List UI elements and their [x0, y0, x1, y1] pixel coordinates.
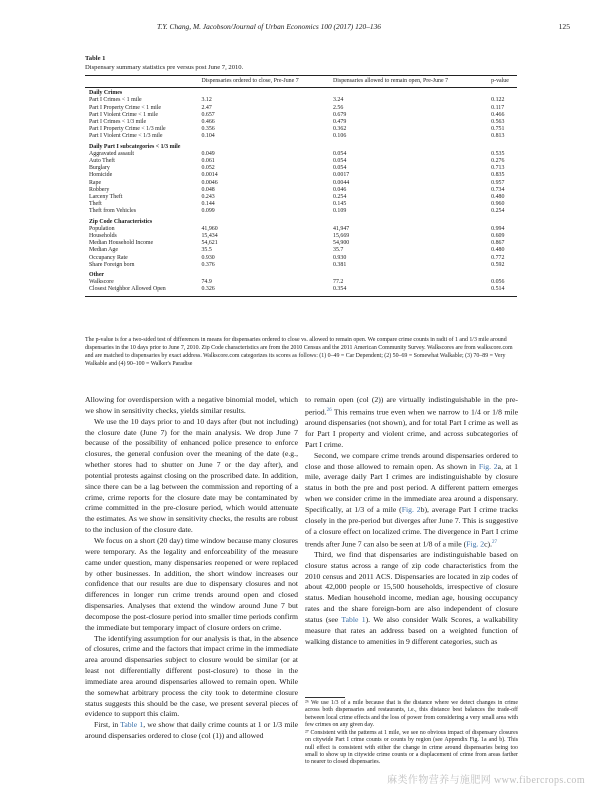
table-cell: 0.592 — [491, 261, 505, 268]
table-cell: 0.376 — [201, 261, 215, 268]
table-cell: 0.535 — [491, 150, 505, 157]
table-cell: 0.734 — [491, 186, 505, 193]
table-cell: 0.054 — [333, 158, 347, 165]
table-cell: 0.362 — [333, 126, 347, 133]
table-row — [85, 286, 517, 296]
table-row — [85, 233, 517, 240]
table-row — [85, 187, 517, 194]
table-cell: 0.054 — [333, 165, 347, 172]
section-heading: Zip Code Characteristics — [89, 218, 153, 225]
table-cell: 0.254 — [333, 194, 347, 201]
table-cell: 0.930 — [201, 254, 215, 261]
table-cell: 0.052 — [201, 165, 215, 172]
table-cell: 0.381 — [333, 261, 347, 268]
page-number: 125 — [558, 22, 570, 31]
table-cell: 0.480 — [491, 194, 505, 201]
row-label: Part I Property Crime < 1 mile — [89, 104, 162, 111]
table-cell: 0.994 — [491, 225, 505, 232]
row-label: Rape — [89, 179, 102, 186]
paragraph: Allowing for overdispersion with a negative binomial model, which we show in sensitivity checks, yields similar results. — [85, 395, 298, 415]
paragraph — [305, 550, 518, 648]
row-label: Part I Property Crime < 1/3 mile — [89, 126, 166, 133]
row-label: Occupancy Rate — [89, 254, 128, 261]
section-heading: Daily Part I subcategories < 1/3 mile — [89, 143, 181, 150]
table-cell: 0.117 — [491, 104, 505, 111]
table-cell: 0.0014 — [201, 172, 218, 179]
table-header-cell: Dispensaries ordered to close, Pre-June 7 — [201, 78, 299, 84]
text-run: First, in — [94, 720, 121, 730]
table-cell: 0.563 — [491, 119, 505, 126]
table-citation-link[interactable]: Table 1 — [120, 720, 144, 730]
table-cell: 0.048 — [201, 186, 215, 193]
table-cell: 0.243 — [201, 194, 215, 201]
table-cell: 0.276 — [491, 158, 505, 165]
table-cell: 74.9 — [201, 279, 212, 286]
table-section-header — [85, 88, 517, 98]
table-cell: 3.12 — [201, 97, 212, 104]
row-label: Burglary — [89, 165, 110, 172]
table-cell: 0.254 — [491, 208, 505, 215]
table-row — [85, 226, 517, 233]
footnote: ²⁷ Consistent with the patterns at 1 mile, we see no obvious impact of dispensary closures on citywide Part I crime counts or counts by region (see Appendix Fig. 1a and b). This null effect is consistent with either the change in crime around dispensaries being too small to show up in citywide crime counts or a displacement of crime from areas farther to nearer to closed dispensaries. — [305, 730, 518, 766]
table-row — [85, 172, 517, 179]
table-cell: 41,960 — [201, 225, 218, 232]
row-label: Closest Neighbor Allowed Open — [85, 286, 201, 296]
table-cell: 77.2 — [333, 279, 344, 286]
table-caption — [85, 55, 243, 72]
paragraph — [85, 720, 298, 742]
table-note: The p-value is for a two-sided test of differences in means for dispensaries ordered to close vs. allowed to remain open. We compare crime counts in radii of 1 and 1/3 mile around dispensaries in the 10 days prior to June 7, 2010. Zip Code characteristics are from the 2010 Census and the 2011 American Community Survey. Walkscores are from walkscore.com and are matched to dispensaries by exact address. Walkscore.com categorizes its scores as follows: (1) 0–49 = Car Dependent; (2) 50–69 = Somewhat Walkable; (3) 70–89 = Very Walkable and (4) 90–100 = Walker's Paradise — [85, 337, 513, 368]
table-row — [85, 165, 517, 172]
table-cell: 0.0017 — [333, 172, 350, 179]
table-row — [85, 279, 517, 286]
row-label: Households — [89, 233, 117, 240]
table-row — [85, 133, 517, 140]
text-run: This remains true even when we narrow to 1/4 or 1/8 mile around dispensaries (not shown), and for total Part I crime as well as for Part I property and violent crime, and across subcategories of Part I crime. — [305, 407, 518, 449]
text-run: b), average Part I crime tracks closely in the pre-period but diverges after June 7. This is suggestive of a closure effect on localized crime. The divergence in Part I crime trends after June 7 can also be seen at 1/8 of a mile ( — [305, 505, 518, 549]
table-cell: 0.099 — [201, 208, 215, 215]
text-run: ). We also consider Walk Scores, a walkability measure that rates an address based on a weighted function of walking distance to amenities in 9 different categories, such as — [305, 615, 518, 646]
table-body — [85, 88, 517, 296]
table-cell: 0.104 — [201, 133, 215, 140]
table-section-header — [85, 216, 517, 226]
table-cell: 0.0044 — [333, 179, 350, 186]
row-label: Population — [89, 225, 115, 232]
table-cell: 0.061 — [201, 158, 215, 165]
figure-citation-link[interactable]: Fig. 2 — [401, 505, 421, 514]
table-row — [85, 240, 517, 247]
table-header-cell: p-value — [491, 78, 509, 84]
table-row — [85, 255, 517, 262]
table-row — [85, 247, 517, 254]
running-header — [85, 22, 570, 34]
table-row — [85, 201, 517, 208]
table-cell: 0.144 — [201, 201, 215, 208]
row-label: Auto Theft — [89, 158, 115, 165]
footnote: ²⁶ We use 1/3 of a mile because that is the distance where we detect changes in crime across both dispensaries and restaurants, i.e., this distance best balances the trade-off between local crime effects and the loss of power from considering a very small area with few crimes on any given day. — [305, 700, 518, 728]
table-cell: 35.5 — [201, 247, 212, 254]
table-citation-link[interactable]: Table 1 — [341, 615, 366, 624]
table-cell: 0.354 — [333, 286, 491, 296]
table-row — [85, 112, 517, 119]
table-cell: 0.0046 — [201, 179, 218, 186]
table-cell: 2.56 — [333, 104, 344, 111]
table-cell: 0.657 — [201, 111, 215, 118]
table-cell: 3.24 — [333, 97, 344, 104]
running-title: T.Y. Chang, M. Jacobson/Journal of Urban Economics 100 (2017) 120–136 — [157, 22, 381, 31]
paragraph — [305, 451, 518, 550]
table-section-header — [85, 141, 517, 151]
row-label: Larceny Theft — [89, 194, 123, 201]
table-header-cell — [85, 76, 201, 88]
table-cell: 0.867 — [491, 240, 505, 247]
table-cell: 54,621 — [201, 240, 218, 247]
footnote-marker-link[interactable]: 26 — [326, 407, 332, 413]
paragraph — [305, 395, 518, 451]
text-run: Second, we compare crime trends around dispensaries ordered to close and those allowed to remain open. As shown in — [305, 450, 518, 471]
table-label: Table 1 — [85, 55, 106, 62]
table-cell: 0.679 — [333, 111, 347, 118]
row-label: Robbery — [89, 186, 110, 193]
table-cell: 0.835 — [491, 172, 505, 179]
table-cell: 0.479 — [333, 119, 347, 126]
footnote-marker-link[interactable]: 27 — [492, 539, 498, 545]
table-cell: 0.957 — [491, 179, 505, 186]
table-row — [85, 194, 517, 201]
text-run: a, at 1 mile, average daily Part I crimes are indistinguishable by closure status in both the pre and post period. A different pattern emerges when we consider crime in the immediate area around a dispensary. Specifically, at 1/3 of a mile ( — [305, 461, 518, 514]
table-header-cell: Dispensaries allowed to remain open, Pre-June 7 — [333, 78, 449, 84]
table-row — [85, 105, 517, 112]
table-section-header — [85, 269, 517, 279]
table-cell: 54,900 — [333, 240, 350, 247]
table-cell: 2.47 — [201, 104, 212, 111]
watermark-text: 麻类作物营养与施肥网 www.fibercrops.com — [387, 775, 585, 786]
left-column — [85, 395, 298, 742]
table-cell: 0.054 — [333, 150, 347, 157]
table-cell: 0.122 — [491, 97, 505, 104]
section-heading: Daily Crimes — [89, 90, 123, 97]
row-label: Walkscore — [89, 279, 114, 286]
row-label: Theft from Vehicles — [89, 208, 137, 215]
footnote-divider — [305, 697, 345, 698]
table-cell: 0.772 — [491, 254, 505, 261]
figure-citation-link[interactable]: Fig. 2 — [478, 461, 498, 471]
table-cell: 0.046 — [333, 186, 347, 193]
table-row — [85, 158, 517, 165]
text-run: c). — [484, 539, 493, 549]
table-cell: 0.751 — [491, 126, 505, 133]
table-cell: 0.145 — [333, 201, 347, 208]
row-label: Part I Crimes < 1/3 mile — [89, 119, 147, 126]
paragraph: We focus on a short (20 day) time window because many closures were temporary. As the legality and enforceability of the measure came under question, many dispensaries reopened or were replaced by other businesses. In addition, the short window increases our confidence that our results are due to dispensary closures and not differences in longer run crime trends around open and closed dispensaries. Analyses that extend the window around June 7 but decompose the post-closure period into smaller time periods confirm the immediate but temporary impact of closure orders on crime. — [85, 535, 298, 632]
summary-table — [85, 75, 517, 297]
paragraph: We use the 10 days prior to and 10 days after (but not including) the closure date (June 7) for the main analysis. We drop June 7 because of the possibility of enhanced police presence to enforce closures, the general confusion over the meaning of the date (e.g., whether stores had to shutter on June 7 or the day after), and potential protests against closing on the proscribed date. In addition, since there can be a lag between the commission and reporting of a crime, crime reports for the closure date may be contaminated by crime committed in the pre-closure period, which would attenuate the estimates. As we show in sensitivity checks, the results are robust to the inclusion of the closure date. — [85, 416, 298, 535]
table-row — [85, 151, 517, 158]
table-row — [85, 97, 517, 104]
row-label: Median Household Income — [89, 240, 154, 247]
table-cell: 0.609 — [491, 233, 505, 240]
text-run: to remain open (col (2)) are virtually indistinguishable in the pre-period. — [305, 395, 518, 417]
table-row — [85, 119, 517, 126]
table-cell: 15,434 — [201, 233, 218, 240]
row-label: Aggravated assault — [89, 150, 134, 157]
table-cell: 0.356 — [201, 126, 215, 133]
table-cell: 0.056 — [491, 279, 505, 286]
table-row — [85, 126, 517, 133]
table-row — [85, 208, 517, 215]
table-cell: 0.960 — [491, 201, 505, 208]
table-row — [85, 262, 517, 269]
table-title: Dispensary summary statistics pre versus post June 7, 2010. — [85, 63, 244, 71]
row-label: Part I Crimes < 1 mile — [89, 97, 142, 104]
table-row — [85, 180, 517, 187]
table-cell: 15,669 — [333, 233, 350, 240]
row-label: Part I Violent Crime < 1 mile — [89, 111, 158, 118]
table-header-row — [85, 76, 517, 88]
table-cell: 0.813 — [491, 133, 505, 140]
section-heading: Other — [89, 272, 105, 279]
table-cell: 0.930 — [333, 254, 347, 261]
table-cell: 0.109 — [333, 208, 347, 215]
footnotes — [305, 700, 518, 768]
table-cell: 0.480 — [491, 247, 505, 254]
table-cell: 41,947 — [333, 225, 350, 232]
row-label: Median Age — [89, 247, 118, 254]
table-cell: 0.326 — [201, 286, 333, 296]
table-cell: 0.106 — [333, 133, 347, 140]
table-cell: 35.7 — [333, 247, 344, 254]
figure-citation-link[interactable]: Fig. 2 — [466, 539, 485, 549]
table-cell: 0.049 — [201, 150, 215, 157]
table-cell: 0.466 — [491, 111, 505, 118]
row-label: Homicide — [89, 172, 113, 179]
paragraph: The identifying assumption for our analysis is that, in the absence of closures, crime and the factors that impact crime in the immediate area around dispensaries subject to closure would be similar (or at least not differentially different post-closure) to those in the immediate area around dispensaries allowed to remain open. While the somewhat arbitrary process the city took to determine closure status suggests this should be the case, we present several pieces of evidence to support this claim. — [85, 633, 298, 719]
row-label: Theft — [89, 201, 102, 208]
row-label: Part I Violent Crime < 1/3 mile — [89, 133, 163, 140]
text-run: , we show that daily crime counts at 1 or 1/3 mile around dispensaries ordered to close (col (1)) and allowed — [85, 720, 298, 741]
table-cell: 0.466 — [201, 119, 215, 126]
right-column — [305, 395, 518, 648]
table-cell: 0.713 — [491, 165, 505, 172]
text-run: Third, we find that dispensaries are indistinguishable based on closure status across a range of zip code characteristics from the 2010 census and 2011 ACS. Dispensaries are located in zip codes of about 42,000 people or 15,500 households, irrespective of closure status. Median household income, median age, housing occupancy rates and the share foreign-born are also independent of closure status (see — [305, 549, 518, 624]
table-cell: 0.514 — [491, 286, 517, 296]
row-label: Share Foreign born — [89, 261, 135, 268]
